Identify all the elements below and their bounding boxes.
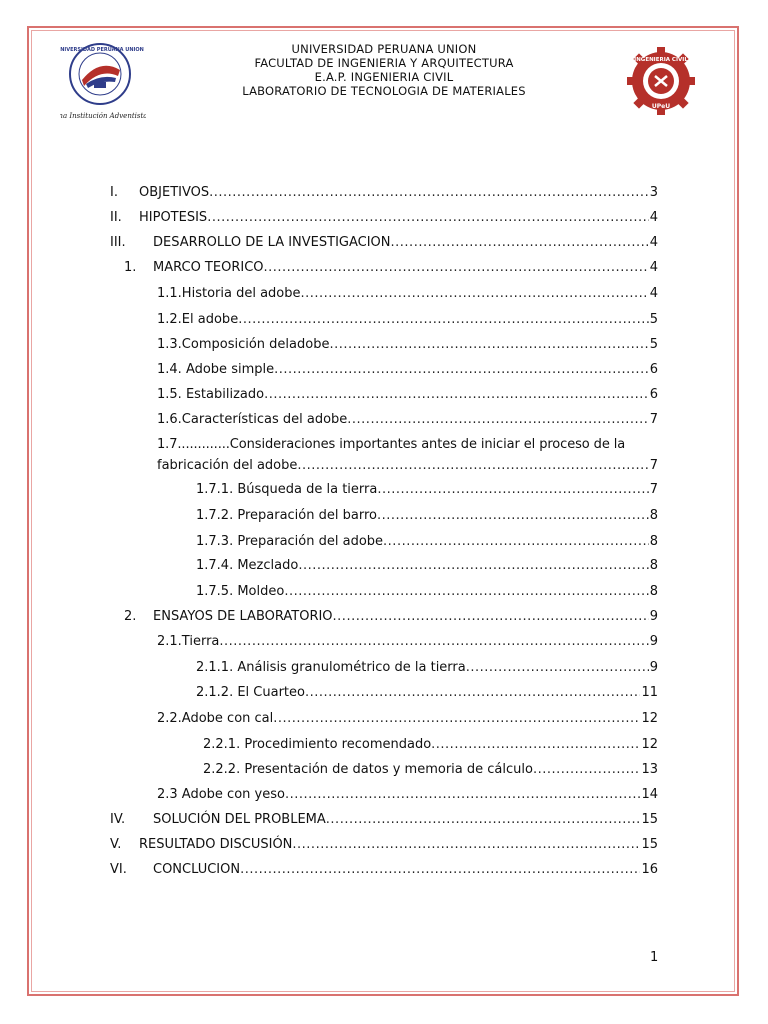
svg-text:UPeU: UPeU: [651, 103, 671, 110]
toc-entry-title: 1.5. Estabilizado: [157, 387, 265, 402]
page-number: 1: [650, 950, 659, 965]
toc-entry[interactable]: [196, 558, 658, 574]
toc-page-number: 8: [649, 508, 658, 523]
toc-entry[interactable]: [157, 711, 658, 727]
toc-dot-leader: [347, 412, 648, 428]
toc-entry-title: 2.2.2. Presentación de datos y memoria de cálculo: [203, 762, 533, 777]
toc-entry-title: MARCO TEORICO: [153, 260, 264, 275]
toc-page-number: 4: [649, 286, 658, 301]
toc-page-number: 14: [641, 787, 658, 802]
toc-entry[interactable]: [157, 286, 658, 302]
toc-entry-title: 2.1.1. Análisis granulométrico de la tierra: [196, 660, 466, 675]
toc-page-number: 12: [641, 737, 658, 752]
header-laboratory: LABORATORIO DE TECNOLOGIA DE MATERIALES: [242, 84, 526, 98]
toc-page-number: 8: [649, 558, 658, 573]
toc-page-number: 9: [649, 660, 658, 675]
toc-dot-leader: [264, 387, 649, 403]
toc-entry-title: 1.2.El adobe: [157, 312, 239, 327]
toc-entry[interactable]: [196, 660, 658, 676]
toc-page-number: 11: [641, 685, 658, 700]
svg-text:INGENIERIA CIVIL: INGENIERIA CIVIL: [634, 57, 688, 63]
toc-entry[interactable]: [203, 737, 658, 753]
toc-entry[interactable]: [157, 412, 658, 428]
toc-page-number: 15: [641, 837, 658, 852]
toc-entry[interactable]: [157, 437, 658, 474]
toc-page-number: 7: [649, 458, 658, 473]
toc-page-number: 9: [649, 634, 658, 649]
toc-entry-title: 2.2.1. Procedimiento recomendado: [203, 737, 432, 752]
toc-dot-leader: [219, 634, 648, 650]
toc-entry-number: VI.: [110, 862, 127, 877]
toc-entry[interactable]: [157, 362, 658, 378]
toc-dot-leader: [301, 286, 649, 302]
toc-page-number: 7: [649, 482, 658, 497]
toc-entry[interactable]: [196, 508, 658, 524]
toc-dot-leader: [333, 609, 649, 625]
toc-entry[interactable]: [196, 482, 658, 498]
toc-entry[interactable]: [139, 185, 658, 201]
toc-page-number: 15: [641, 812, 658, 827]
toc-page-number: 7: [649, 412, 658, 427]
toc-entry-title: 2.1.Tierra: [157, 634, 220, 649]
toc-entry-title: CONCLUCION: [153, 862, 241, 877]
toc-dot-leader: [284, 584, 648, 600]
toc-entry[interactable]: [196, 534, 658, 550]
toc-dot-leader: [240, 862, 640, 878]
toc-dot-leader: [305, 685, 640, 701]
document-header: [0, 42, 768, 98]
toc-entry-title-continued: fabricación del adobe: [157, 458, 298, 473]
toc-entry[interactable]: [139, 210, 658, 226]
toc-page-number: 12: [641, 711, 658, 726]
toc-entry-number: II.: [110, 210, 122, 225]
toc-entry-number: 1.: [124, 260, 137, 275]
toc-entry[interactable]: [153, 812, 658, 828]
toc-dot-leader: [273, 711, 640, 727]
toc-entry-title: SOLUCIÓN DEL PROBLEMA: [153, 812, 326, 827]
toc-entry-number: III.: [110, 235, 126, 250]
toc-entry-title: 1.7.............Consideraciones importantes antes de iniciar el proceso de la: [157, 437, 626, 452]
toc-page-number: 5: [649, 312, 658, 327]
toc-entry-title: 1.4. Adobe simple: [157, 362, 275, 377]
toc-page-number: 16: [641, 862, 658, 877]
toc-dot-leader: [326, 812, 641, 828]
toc-entry-title: 1.7.4. Mezclado: [196, 558, 299, 573]
toc-entry-title: OBJETIVOS: [139, 185, 210, 200]
header-school: E.A.P. INGENIERIA CIVIL: [314, 70, 454, 84]
header-university: UNIVERSIDAD PERUANA UNION: [291, 42, 477, 56]
toc-entry-number: I.: [110, 185, 118, 200]
toc-entry[interactable]: [157, 337, 658, 353]
toc-dot-leader: [285, 787, 641, 803]
toc-dot-leader: [391, 235, 649, 251]
toc-dot-leader: [292, 837, 640, 853]
toc-dot-leader: [377, 482, 648, 498]
header-faculty: FACULTAD DE INGENIERIA Y ARQUITECTURA: [254, 56, 514, 70]
toc-page-number: 4: [649, 235, 658, 250]
toc-page-number: 9: [649, 609, 658, 624]
toc-dot-leader: [274, 362, 649, 378]
toc-entry-number: V.: [110, 837, 122, 852]
toc-page-number: 6: [649, 387, 658, 402]
toc-dot-leader: [297, 458, 648, 474]
toc-entry-title: DESARROLLO DE LA INVESTIGACION: [153, 235, 391, 250]
toc-entry[interactable]: [157, 787, 658, 803]
toc-dot-leader: [466, 660, 649, 676]
toc-entry-title: 1.7.5. Moldeo: [196, 584, 285, 599]
toc-page-number: 5: [649, 337, 658, 352]
toc-entry[interactable]: [153, 260, 658, 276]
toc-entry-title: 1.7.3. Preparación del adobe: [196, 534, 384, 549]
toc-entry-title: HIPOTESIS: [139, 210, 208, 225]
toc-entry-title: 1.3.Composición deladobe: [157, 337, 330, 352]
toc-dot-leader: [264, 260, 649, 276]
toc-entry-title: 1.7.2. Preparación del barro: [196, 508, 377, 523]
toc-dot-leader: [238, 312, 649, 328]
toc-entry-number: 2.: [124, 609, 137, 624]
toc-entry[interactable]: [196, 685, 658, 701]
toc-entry-title: 1.6.Características del adobe: [157, 412, 348, 427]
toc-dot-leader: [298, 558, 648, 574]
toc-page-number: 13: [641, 762, 658, 777]
toc-dot-leader: [383, 534, 649, 550]
toc-dot-leader: [329, 337, 648, 353]
toc-page-number: 6: [649, 362, 658, 377]
toc-dot-leader: [431, 737, 640, 753]
toc-dot-leader: [377, 508, 649, 524]
toc-dot-leader: [209, 185, 649, 201]
toc-entry-title: 2.2.Adobe con cal: [157, 711, 274, 726]
toc-entry[interactable]: [157, 387, 658, 403]
toc-entry-title: ENSAYOS DE LABORATORIO: [153, 609, 333, 624]
toc-entry[interactable]: [196, 584, 658, 600]
toc-dot-leader: [207, 210, 649, 226]
toc-entry[interactable]: [153, 609, 658, 625]
toc-entry[interactable]: [203, 762, 658, 778]
toc-entry[interactable]: [157, 634, 658, 650]
toc-page-number: 4: [649, 260, 658, 275]
toc-entry-title: 2.1.2. El Cuarteo: [196, 685, 305, 700]
toc-entry[interactable]: [139, 837, 658, 853]
toc-page-number: 4: [649, 210, 658, 225]
toc-entry-title: RESULTADO DISCUSIÓN: [139, 837, 293, 852]
toc-page-number: 8: [649, 534, 658, 549]
toc-entry-number: IV.: [110, 812, 126, 827]
toc-entry[interactable]: [153, 235, 658, 251]
toc-entry[interactable]: [153, 862, 658, 878]
toc-entry-title: 1.7.1. Búsqueda de la tierra: [196, 482, 378, 497]
toc-entry-title: 2.3 Adobe con yeso: [157, 787, 285, 802]
svg-text:Una Institución Adventista: Una Institución Adventista: [60, 112, 146, 120]
toc-entry-title: 1.1.Historia del adobe: [157, 286, 301, 301]
svg-text:UNIVERSIDAD PERUANA UNION: UNIVERSIDAD PERUANA UNION: [60, 47, 144, 53]
toc-dot-leader: [533, 762, 641, 778]
toc-page-number: 3: [649, 185, 658, 200]
toc-page-number: 8: [649, 584, 658, 599]
toc-entry[interactable]: [157, 312, 658, 328]
